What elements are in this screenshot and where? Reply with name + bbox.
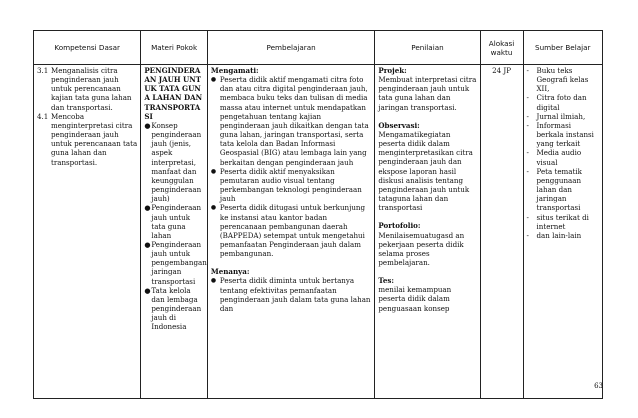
sumber-item: - Informasi berkala instansi yang terkait <box>527 121 600 148</box>
bullet-icon: ● <box>144 285 151 295</box>
sumber-item: - situs terikat di internet <box>527 213 600 231</box>
header-penilaian: Penilaian <box>375 31 480 65</box>
mengamati-heading: Mengamati: <box>210 66 259 75</box>
sumber-item: - Buku teks Geografi kelas XII, <box>527 66 600 93</box>
tes-heading: Tes: <box>378 276 394 286</box>
sumber-item: - dan lain-lain <box>527 231 600 240</box>
materi-item-text: Penginderaan jauh untuk tata guna lahan <box>151 203 202 240</box>
pembelajaran-item-text: Peserta didik aktif menyaksikan pemutaran audio visual tentang perkembangan teknologi penginderaan jauh <box>219 166 362 204</box>
portofolio-heading: Portofolio: <box>378 221 421 231</box>
sumber-item-text: dan lain-lain <box>536 230 582 240</box>
cell-materi-pokok <box>141 65 208 399</box>
materi-item-text: Penginderaan jauh untuk pengembangan jaringan transportasi <box>151 239 207 286</box>
bullet-icon: ● <box>144 120 151 130</box>
sumber-item: - Media audio visual <box>527 148 600 166</box>
bullet-icon: ● <box>144 203 151 213</box>
header-sumber-belajar: Sumber Belajar <box>523 31 603 65</box>
sumber-item: - Peta tematik penggunaan lahan dan jaringan transportasi <box>527 167 600 213</box>
materi-item <box>144 203 204 240</box>
pembelajaran-item-text: Peserta didik ditugasi untuk berkunjung ke instansi atau kantor badan perencanaan pembangunan daerah (BAPPEDA) setempat untuk mengetahui pemanfaatan Penginderaan jauh dalam pembangunan. <box>219 203 365 259</box>
header-alokasi-waktu: Alokasi waktu <box>480 31 523 65</box>
cell-alokasi-waktu: 24 JP <box>480 65 523 399</box>
kd-text: Menganalisis citra penginderaan jauh untuk perencanaan kajian tata guna lahan dan transportasi. <box>51 66 132 112</box>
sumber-item: - Citra foto dan digital <box>527 93 600 111</box>
sumber-item-text: Peta tematik penggunaan lahan dan jaringan transportasi <box>536 166 582 213</box>
kd-text: Mencoba menginterpretasi citra penginderaan jauh untuk perencanaan tata guna lahan dan transportasi. <box>51 111 138 167</box>
portofolio-text: Menilaisemuatugasd an pekerjaan peserta didik selama proses pembelajaran. <box>378 230 465 267</box>
sumber-item-text: Jurnal ilmiah, <box>536 111 586 121</box>
bullet-icon: ● <box>210 277 217 285</box>
materi-item <box>144 239 207 286</box>
projek-heading: Projek: <box>378 66 407 75</box>
sumber-item: - Jurnal ilmiah, <box>527 112 600 121</box>
observasi-text: Mengamatikegiatan peserta didik dalam menginterpretasikan citra penginderaan jauh dan ekspose laporan hasil diskusi analisis tentang penginderaan jauh untuk tataguna lahan dan transportasi <box>378 129 473 213</box>
cell-sumber-belajar <box>523 65 603 399</box>
pembelajaran-item <box>211 75 371 167</box>
bullet-icon: ● <box>210 76 217 84</box>
pembelajaran-item <box>211 203 371 258</box>
page-number: 63 <box>594 382 603 390</box>
header-materi-pokok: Materi Pokok <box>141 31 208 65</box>
header-kompetensi-dasar: Kompetensi Dasar <box>34 31 141 65</box>
syllabus-table <box>33 30 603 399</box>
content-row <box>34 65 603 399</box>
materi-item <box>144 286 204 332</box>
tes-text: menilai kemampuan peserta didik dalam penguasaan konsep <box>378 285 452 313</box>
pembelajaran-item <box>211 167 371 204</box>
cell-penilaian <box>375 65 480 399</box>
bullet-icon: ● <box>144 239 151 249</box>
sumber-item-text: Informasi berkala instansi yang terkait <box>536 120 594 149</box>
kd-item <box>37 112 137 167</box>
sumber-item-text: Media audio visual <box>536 148 582 167</box>
header-row <box>34 31 603 65</box>
sumber-item-text: situs terikat di internet <box>536 212 589 231</box>
bullet-icon: ● <box>210 167 217 175</box>
cell-kompetensi-dasar <box>34 65 141 399</box>
projek-text: Membuat interpretasi citra penginderaan jauh untuk tata guna lahan dan jaringan transportasi. <box>378 75 477 112</box>
kd-number: 4.1 <box>37 111 49 121</box>
pembelajaran-item-text: Peserta didik diminta untuk bertanya tentang efektivitas pemanfaatan penginderaan jauh dalam tata guna lahan dan <box>219 276 371 313</box>
header-pembelajaran: Pembelajaran <box>207 31 374 65</box>
cell-pembelajaran <box>207 65 374 399</box>
materi-item <box>144 121 204 203</box>
pembelajaran-item-text: Peserta didik aktif mengamati citra foto dan atau citra digital penginderaan jauh, membaca buku teks dan tulisan di media massa atau internet untuk mendapatkan pengetahuan tentang kajian penginderaan jauh dikaitkan dengan tata guna lahan, jaringan transportasi, serta tata kelola dan Badan Informasi Geospasial (BIG) atau lembaga lain yang berkaitan dengan penginderaan jauh <box>219 75 369 167</box>
menanya-heading: Menanya: <box>210 267 250 277</box>
pembelajaran-item <box>211 276 371 313</box>
kd-number: 3.1 <box>37 66 49 75</box>
materi-title: PENGINDERAAN JAUH UNTUK TATA GUNA LAHAN DAN TRANSPORTASI <box>144 66 203 121</box>
sumber-item-text: Citra foto dan digital <box>536 93 587 112</box>
bullet-icon: ● <box>210 204 217 212</box>
materi-item-text: Konsep penginderaan jauh (jenis, aspek interpretasi, manfaat dan keunggulan penginderaan jauh) <box>151 120 202 204</box>
materi-item-text: Tata kelola dan lembaga penginderaan jauh di Indonesia <box>151 285 202 332</box>
sumber-item-text: Buku teks Geografi kelas XII, <box>536 66 589 94</box>
kd-item <box>37 66 137 112</box>
observasi-heading: Observasi: <box>378 120 420 130</box>
